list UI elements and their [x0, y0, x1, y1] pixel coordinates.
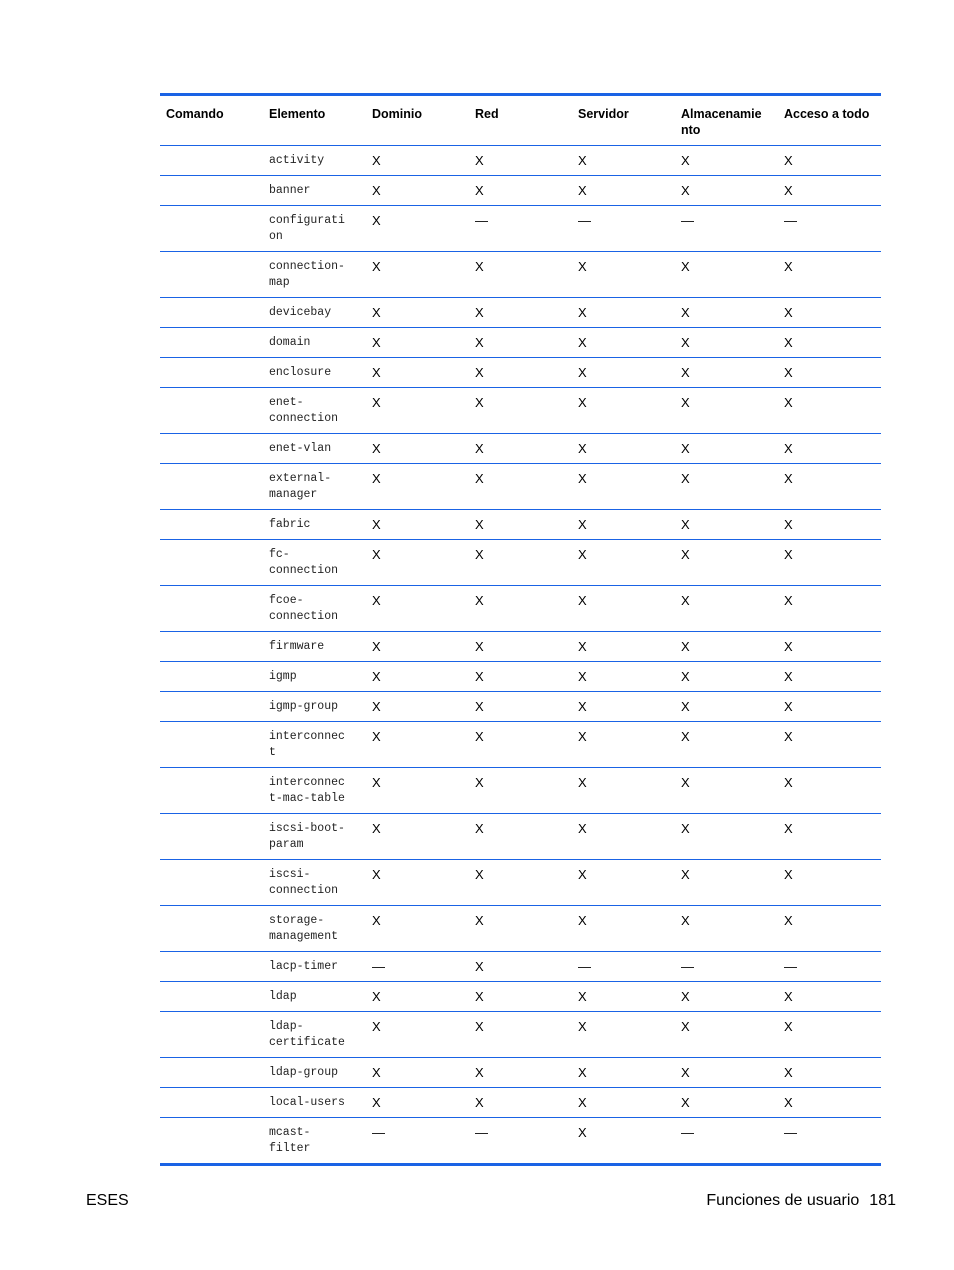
table-row	[160, 692, 881, 722]
cell-dominio: X	[366, 860, 469, 906]
table-row	[160, 586, 881, 632]
cell-comando	[160, 464, 263, 510]
cell-almacenamiento: X	[675, 434, 778, 464]
table-row	[160, 722, 881, 768]
cell-servidor: X	[572, 586, 675, 632]
cell-acceso-a-todo: X	[778, 176, 881, 206]
cell-servidor: X	[572, 388, 675, 434]
table-row	[160, 982, 881, 1012]
cell-acceso-a-todo: X	[778, 814, 881, 860]
cell-red: X	[469, 722, 572, 768]
cell-acceso-a-todo: —	[778, 206, 881, 252]
cell-acceso-a-todo: X	[778, 1088, 881, 1118]
header-elemento: Elemento	[263, 96, 366, 146]
cell-elemento: storage- management	[263, 906, 366, 952]
cell-servidor: X	[572, 722, 675, 768]
cell-servidor: X	[572, 662, 675, 692]
cell-dominio: X	[366, 540, 469, 586]
cell-comando	[160, 146, 263, 176]
cell-dominio: X	[366, 388, 469, 434]
cell-acceso-a-todo: X	[778, 982, 881, 1012]
footer-language-code: ESES	[86, 1192, 129, 1209]
cell-comando	[160, 252, 263, 298]
cell-elemento: lacp-timer	[263, 952, 366, 982]
cell-almacenamiento: X	[675, 982, 778, 1012]
cell-red: X	[469, 692, 572, 722]
cell-elemento: interconnec t	[263, 722, 366, 768]
cell-red: X	[469, 814, 572, 860]
cell-dominio: —	[366, 952, 469, 982]
table-row	[160, 176, 881, 206]
cell-elemento: fabric	[263, 510, 366, 540]
cell-almacenamiento: X	[675, 860, 778, 906]
cell-comando	[160, 1058, 263, 1088]
cell-acceso-a-todo: X	[778, 464, 881, 510]
cell-servidor: X	[578, 1125, 587, 1140]
cell-acceso-a-todo: X	[778, 722, 881, 768]
cell-red: X	[469, 860, 572, 906]
cell-almacenamiento: X	[675, 768, 778, 814]
cell-servidor: —	[572, 206, 675, 252]
cell-servidor: —	[572, 952, 675, 982]
permissions-table-container	[160, 93, 881, 1166]
cell-almacenamiento: X	[675, 298, 778, 328]
cell-almacenamiento: —	[675, 952, 778, 982]
header-red: Red	[469, 96, 572, 146]
table-row	[160, 328, 881, 358]
cell-comando	[160, 768, 263, 814]
cell-red: X	[469, 982, 572, 1012]
cell-elemento: banner	[263, 176, 366, 206]
cell-comando	[160, 388, 263, 434]
cell-red: X	[469, 388, 572, 434]
cell-almacenamiento: X	[675, 662, 778, 692]
cell-servidor: X	[572, 540, 675, 586]
cell-dominio: X	[366, 722, 469, 768]
table-row	[160, 1058, 881, 1088]
cell-red: X	[469, 768, 572, 814]
cell-comando	[160, 358, 263, 388]
cell-almacenamiento: X	[675, 1088, 778, 1118]
cell-comando	[160, 814, 263, 860]
cell-servidor: X	[572, 1012, 675, 1058]
cell-dominio: X	[366, 328, 469, 358]
cell-comando	[160, 662, 263, 692]
cell-servidor: X	[572, 860, 675, 906]
cell-acceso-a-todo: X	[778, 692, 881, 722]
table-row	[160, 434, 881, 464]
cell-dominio: X	[366, 176, 469, 206]
cell-red: X	[469, 906, 572, 952]
cell-dominio: X	[366, 252, 469, 298]
cell-acceso-a-todo: X	[778, 768, 881, 814]
table-row	[160, 662, 881, 692]
cell-comando	[160, 434, 263, 464]
cell-dominio: X	[366, 768, 469, 814]
cell-dominio: X	[366, 1058, 469, 1088]
cell-elemento: firmware	[263, 632, 366, 662]
cell-red: X	[469, 662, 572, 692]
header-almacenamiento: Almacenamie nto	[675, 96, 778, 146]
table-row	[160, 860, 881, 906]
cell-servidor: X	[572, 692, 675, 722]
cell-acceso-a-todo: X	[778, 586, 881, 632]
cell-red: X	[469, 464, 572, 510]
cell-almacenamiento: X	[675, 1012, 778, 1058]
cell-elemento: igmp-group	[263, 692, 366, 722]
cell-acceso-a-todo: X	[778, 540, 881, 586]
cell-acceso-a-todo: X	[778, 906, 881, 952]
table-row	[160, 1118, 881, 1164]
cell-elemento: igmp	[263, 662, 366, 692]
permissions-table	[160, 96, 881, 1163]
cell-servidor: X	[572, 298, 675, 328]
cell-servidor: X	[572, 252, 675, 298]
table-header-row	[160, 96, 881, 146]
cell-red: X	[469, 358, 572, 388]
cell-servidor: X	[572, 906, 675, 952]
table-row	[160, 510, 881, 540]
cell-red: X	[469, 632, 572, 662]
cell-servidor: X	[572, 358, 675, 388]
cell-almacenamiento: X	[675, 464, 778, 510]
table-row	[160, 464, 881, 510]
footer-page-number: 181	[869, 1192, 896, 1209]
cell-red: —	[475, 1125, 488, 1140]
cell-red: X	[469, 586, 572, 632]
cell-acceso-a-todo: X	[778, 1058, 881, 1088]
cell-dominio: X	[366, 586, 469, 632]
cell-comando	[160, 952, 263, 982]
cell-servidor: X	[572, 434, 675, 464]
cell-red: X	[469, 540, 572, 586]
cell-elemento: devicebay	[263, 298, 366, 328]
cell-red: X	[469, 298, 572, 328]
cell-servidor: X	[572, 1088, 675, 1118]
footer-section-title: Funciones de usuario	[706, 1192, 860, 1209]
cell-comando	[160, 328, 263, 358]
cell-comando	[160, 586, 263, 632]
cell-elemento: local-users	[263, 1088, 366, 1118]
cell-elemento: external- manager	[263, 464, 366, 510]
cell-almacenamiento: X	[675, 906, 778, 952]
table-row	[160, 768, 881, 814]
table-row	[160, 206, 881, 252]
cell-comando	[160, 540, 263, 586]
cell-dominio: X	[366, 814, 469, 860]
cell-elemento: iscsi- connection	[263, 860, 366, 906]
cell-acceso-a-todo: X	[778, 434, 881, 464]
cell-comando	[160, 1012, 263, 1058]
cell-dominio: X	[366, 434, 469, 464]
cell-acceso-a-todo: X	[778, 662, 881, 692]
cell-dominio: X	[366, 1088, 469, 1118]
cell-servidor: X	[572, 632, 675, 662]
table-row	[160, 298, 881, 328]
cell-servidor: X	[572, 510, 675, 540]
cell-almacenamiento: X	[675, 722, 778, 768]
cell-comando	[160, 1118, 263, 1164]
cell-almacenamiento: X	[675, 388, 778, 434]
cell-elemento: mcast- filter	[269, 1126, 311, 1155]
cell-comando	[160, 722, 263, 768]
table-row	[160, 540, 881, 586]
cell-servidor: X	[572, 176, 675, 206]
cell-elemento: ldap-group	[263, 1058, 366, 1088]
header-comando: Comando	[160, 96, 263, 146]
cell-servidor: X	[572, 1058, 675, 1088]
cell-acceso-a-todo: X	[778, 860, 881, 906]
cell-comando	[160, 206, 263, 252]
cell-acceso-a-todo: —	[778, 952, 881, 982]
cell-red: X	[469, 510, 572, 540]
cell-red: X	[469, 1058, 572, 1088]
cell-acceso-a-todo: X	[778, 632, 881, 662]
table-row	[160, 906, 881, 952]
cell-almacenamiento: —	[675, 206, 778, 252]
table-bottom-rule	[160, 1163, 881, 1166]
cell-almacenamiento: X	[675, 510, 778, 540]
cell-almacenamiento: X	[675, 540, 778, 586]
table-row	[160, 252, 881, 298]
cell-almacenamiento: —	[681, 1125, 694, 1140]
cell-servidor: X	[572, 814, 675, 860]
table-row	[160, 1088, 881, 1118]
cell-red: X	[469, 146, 572, 176]
cell-almacenamiento: X	[675, 252, 778, 298]
cell-servidor: X	[572, 982, 675, 1012]
cell-acceso-a-todo: —	[784, 1125, 797, 1140]
cell-acceso-a-todo: X	[778, 298, 881, 328]
table-body	[160, 146, 881, 1164]
cell-servidor: X	[572, 464, 675, 510]
cell-elemento: iscsi-boot- param	[263, 814, 366, 860]
cell-almacenamiento: X	[675, 176, 778, 206]
cell-acceso-a-todo: X	[778, 252, 881, 298]
table-row	[160, 952, 881, 982]
cell-servidor: X	[572, 146, 675, 176]
cell-almacenamiento: X	[675, 586, 778, 632]
cell-dominio: X	[366, 692, 469, 722]
cell-dominio: X	[366, 298, 469, 328]
cell-elemento: domain	[263, 328, 366, 358]
cell-elemento: configurati on	[263, 206, 366, 252]
cell-dominio: X	[366, 146, 469, 176]
header-dominio: Dominio	[366, 96, 469, 146]
cell-servidor: X	[572, 328, 675, 358]
table-row	[160, 632, 881, 662]
cell-comando	[160, 906, 263, 952]
cell-acceso-a-todo: X	[778, 146, 881, 176]
cell-almacenamiento: X	[675, 632, 778, 662]
table-row	[160, 388, 881, 434]
cell-elemento: ldap- certificate	[263, 1012, 366, 1058]
cell-dominio: X	[366, 206, 469, 252]
cell-almacenamiento: X	[675, 692, 778, 722]
cell-elemento: enet- connection	[263, 388, 366, 434]
cell-red: X	[469, 176, 572, 206]
cell-dominio: X	[366, 510, 469, 540]
table-row	[160, 358, 881, 388]
cell-comando	[160, 860, 263, 906]
cell-acceso-a-todo: X	[778, 328, 881, 358]
cell-dominio: X	[366, 1012, 469, 1058]
cell-red: X	[469, 1012, 572, 1058]
cell-comando	[160, 298, 263, 328]
table-row	[160, 1012, 881, 1058]
cell-comando	[160, 176, 263, 206]
cell-comando	[160, 692, 263, 722]
cell-dominio: X	[366, 662, 469, 692]
cell-acceso-a-todo: X	[778, 510, 881, 540]
table-row	[160, 814, 881, 860]
cell-servidor: X	[572, 768, 675, 814]
cell-red: —	[469, 206, 572, 252]
table-row	[160, 146, 881, 176]
cell-elemento: enet-vlan	[263, 434, 366, 464]
cell-almacenamiento: X	[675, 146, 778, 176]
header-acceso-a-todo: Acceso a todo	[778, 96, 881, 146]
cell-elemento: fcoe- connection	[263, 586, 366, 632]
cell-red: X	[469, 1088, 572, 1118]
cell-elemento: enclosure	[263, 358, 366, 388]
cell-red: X	[469, 434, 572, 464]
header-servidor: Servidor	[572, 96, 675, 146]
cell-acceso-a-todo: X	[778, 388, 881, 434]
cell-acceso-a-todo: X	[778, 358, 881, 388]
cell-dominio: X	[366, 906, 469, 952]
cell-comando	[160, 510, 263, 540]
cell-comando	[160, 632, 263, 662]
cell-red: X	[469, 952, 572, 982]
cell-dominio: X	[366, 632, 469, 662]
cell-acceso-a-todo: X	[778, 1012, 881, 1058]
cell-elemento: activity	[263, 146, 366, 176]
cell-dominio: —	[372, 1125, 385, 1140]
cell-red: X	[469, 252, 572, 298]
cell-comando	[160, 1088, 263, 1118]
cell-almacenamiento: X	[675, 328, 778, 358]
cell-dominio: X	[366, 982, 469, 1012]
cell-dominio: X	[366, 358, 469, 388]
footer-page-info	[706, 1192, 896, 1210]
cell-red: X	[469, 328, 572, 358]
cell-dominio: X	[366, 464, 469, 510]
cell-elemento: ldap	[263, 982, 366, 1012]
cell-elemento: connection- map	[263, 252, 366, 298]
cell-almacenamiento: X	[675, 358, 778, 388]
cell-elemento: interconnec t-mac-table	[263, 768, 366, 814]
cell-elemento: fc- connection	[263, 540, 366, 586]
cell-almacenamiento: X	[675, 1058, 778, 1088]
cell-comando	[160, 982, 263, 1012]
cell-almacenamiento: X	[675, 814, 778, 860]
